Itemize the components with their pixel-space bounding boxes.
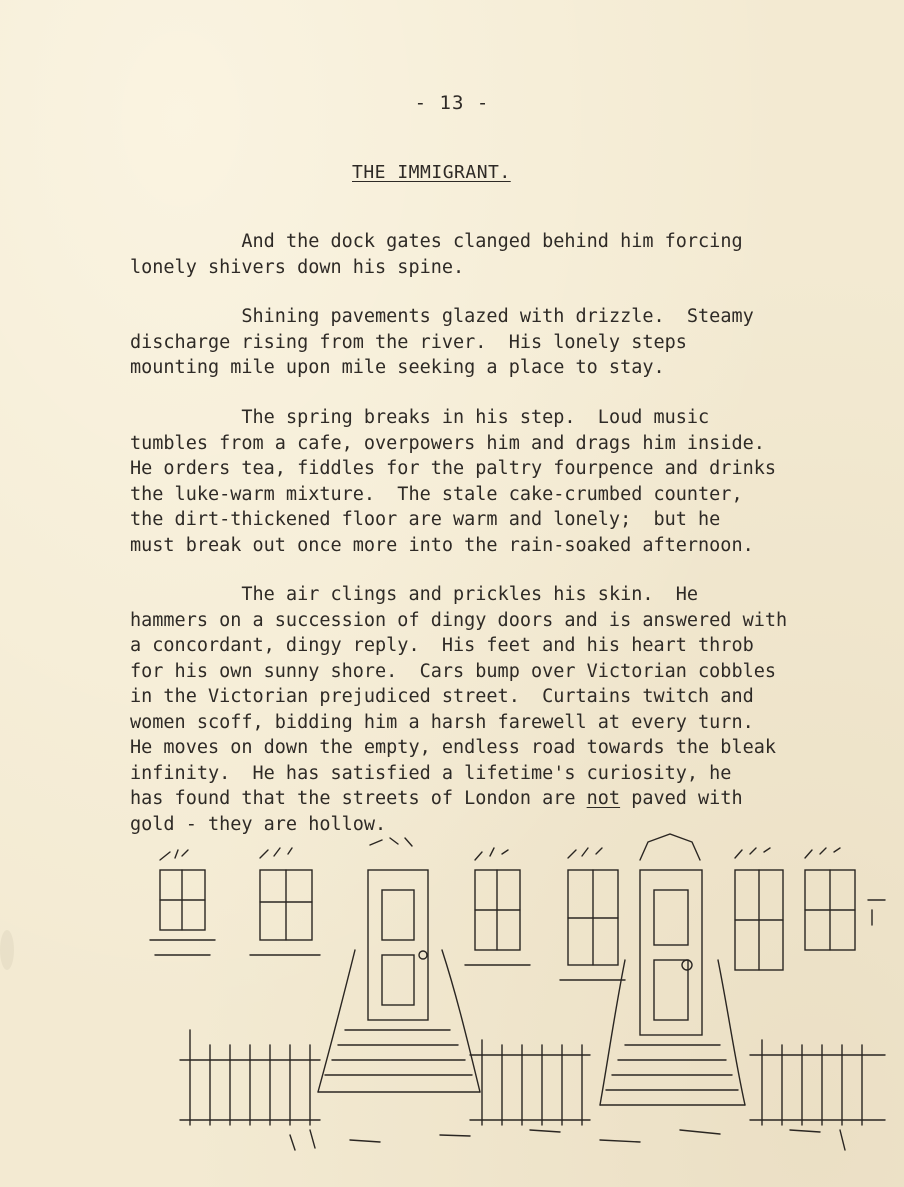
street-houses-illustration [120,830,890,1160]
story-title: THE IMMIGRANT. [352,162,511,183]
paragraph-4-line-1: The air clings and prickles his skin. He [130,584,699,605]
paragraph-4-line-9: has found that the streets of London are [130,788,587,809]
paragraph-3-line-6: must break out once more into the rain-soaked afternoon. [130,534,754,556]
paragraph-1 [130,229,865,280]
paragraph-3-line-2: tumbles from a cafe, overpowers him and drags him inside. [130,432,765,454]
doorway-right [600,834,745,1105]
paragraph-4-line-6: women scoff, bidding him a harsh farewell at every turn. [130,711,754,733]
page-number: - 13 - [414,92,490,114]
paper-stain [0,930,14,970]
paragraph-3 [130,405,865,558]
paragraph-2-line-3: mounting mile upon mile seeking a place to stay. [130,357,665,378]
paragraph-4-line-3: a concordant, dingy reply. His feet and his heart throb [130,635,754,656]
pavement-marks [290,1130,845,1150]
paragraph-3-line-4: the luke-warm mixture. The stale cake-crumbed counter, [130,483,743,505]
paragraph-4-ending: paved with gold - they are hollow. [130,788,743,835]
iron-railings [180,1030,885,1125]
paragraph-3-line-3: He orders tea, fiddles for the paltry fourpence and drinks [130,458,777,479]
house-5-window [735,848,783,970]
house-6-window [805,848,885,950]
paragraph-1-line-2: lonely shivers down his spine. [130,256,465,278]
paragraph-3-line-1: The spring breaks in his step. Loud music [130,407,710,428]
paragraph-4-line-8: infinity. He has satisfied a lifetime's curiosity, he [130,762,732,784]
paragraph-4-line-7: He moves on down the empty, endless road towards the bleak [130,737,777,758]
paragraph-3-line-5: the dirt-thickened floor are warm and lonely; but he [130,509,721,530]
house-1-window [150,850,215,955]
paragraph-4-line-5: in the Victorian prejudiced street. Curtains twitch and [130,686,754,707]
house-3-window [465,848,530,965]
house-2-window [250,848,320,955]
doorway-left [318,838,480,1092]
paragraph-2-line-2: discharge rising from the river. His lonely steps [130,331,687,353]
paragraph-4-line-4: for his own sunny shore. Cars bump over Victorian cobbles [130,660,777,682]
paragraph-2-line-1: Shining pavements glazed with drizzle. Steamy [130,306,754,327]
paragraph-1-line-1: And the dock gates clanged behind him forcing [130,231,743,252]
paragraph-2 [130,304,865,381]
paragraph-4-line-2: hammers on a succession of dingy doors and is answered with [130,609,788,631]
underlined-word-not: not [586,788,621,809]
paragraph-4 [130,582,865,837]
house-4-window [560,848,625,980]
